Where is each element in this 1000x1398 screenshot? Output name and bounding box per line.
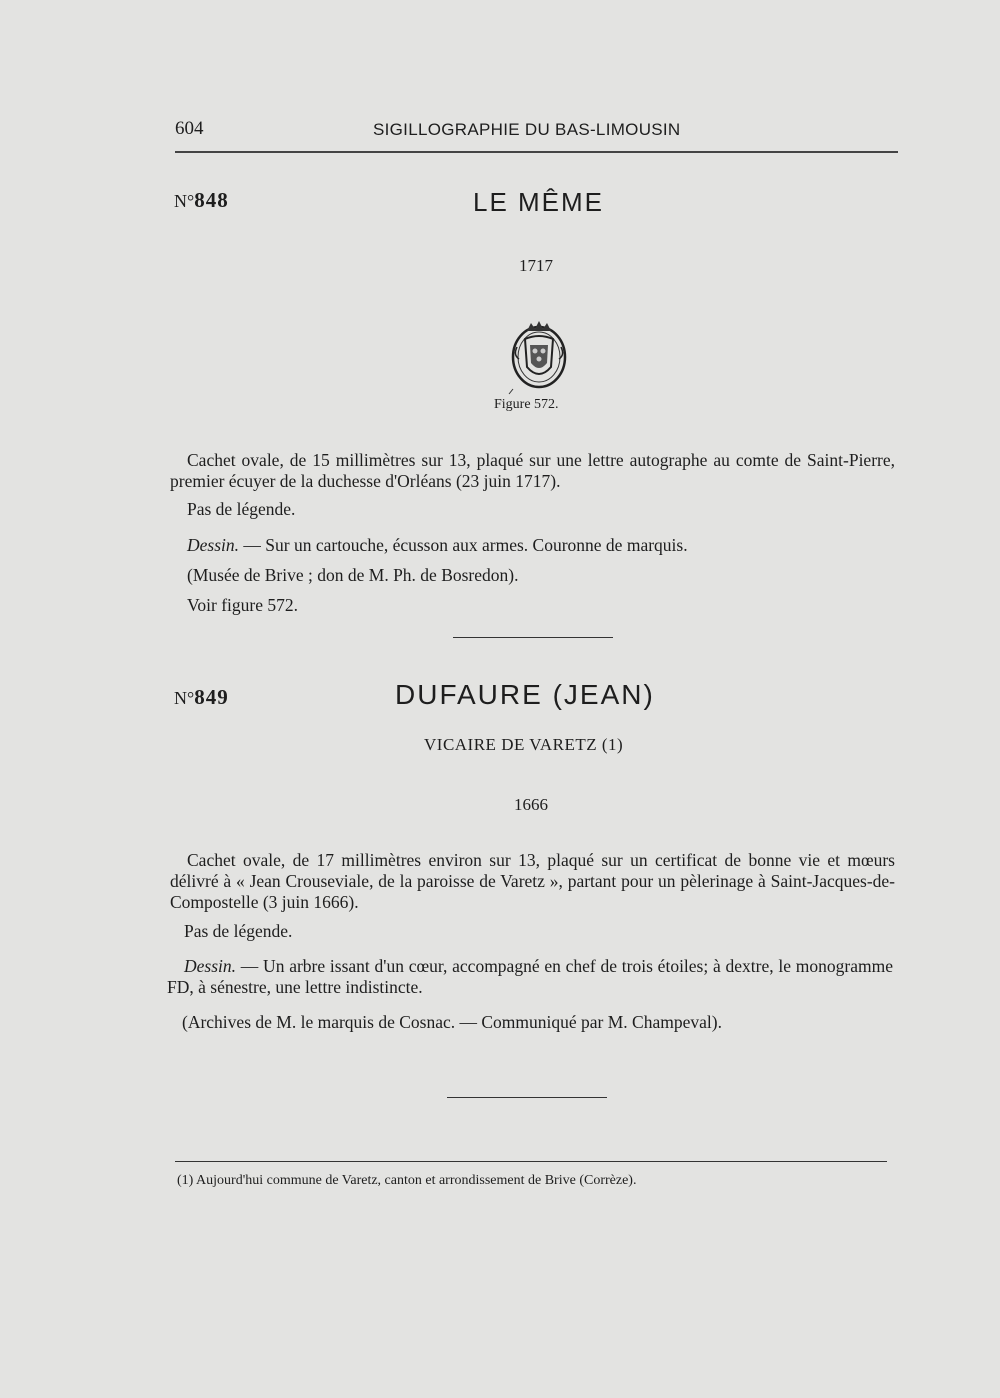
dessin-label: Dessin. (187, 535, 240, 555)
entry-number-prefix: N° (174, 191, 195, 211)
entry-number-848 (174, 188, 229, 213)
dessin-text: — Sur un cartouche, écusson aux armes. Couronne de marquis. (239, 535, 688, 555)
entry-legend-848: Pas de légende. (187, 499, 296, 519)
entry-legend-849: Pas de légende. (184, 921, 293, 941)
entry-see-figure-848: Voir figure 572. (187, 595, 298, 615)
entry-number-value: 848 (194, 188, 229, 212)
running-head (175, 118, 897, 148)
entry-source-849: (Archives de M. le marquis de Cosnac. — Communiqué par M. Champeval). (182, 1012, 722, 1032)
entry-title-849: DUFAURE (JEAN) (395, 679, 655, 710)
entry-description-849: Cachet ovale, de 17 millimètres environ sur 13, plaqué sur un certificat de bonne vie et mœurs délivré à « Jean Crouseviale, de la paroisse de Varetz », partant pour un pèlerinage à Saint-Jacques-de-Compostelle (3 juin 1666). (170, 850, 895, 912)
entry-description-848: Cachet ovale, de 15 millimètres sur 13, plaqué sur une lettre autographe au comte de Saint-Pierre, premier écuyer de la duchesse d'Orléans (23 juin 1717). (170, 450, 895, 491)
entry-subtitle-849: VICAIRE DE VARETZ (1) (424, 735, 624, 754)
figure-caption: Figure 572. (494, 397, 559, 412)
page-number: 604 (175, 118, 204, 139)
entry-number-value: 849 (194, 685, 229, 709)
section-separator (447, 1097, 607, 1098)
footnote-rule (175, 1161, 887, 1162)
dessin-text: — Un arbre issant d'un cœur, accompagné en chef de trois étoiles; à dextre, le monogramme FD, à sénestre, une lettre indistincte. (167, 956, 893, 997)
entry-date-848: 1717 (519, 256, 553, 275)
entry-number-849 (174, 685, 229, 710)
running-title: SIGILLOGRAPHIE DU BAS-LIMOUSIN (373, 120, 681, 139)
entry-date-849: 1666 (514, 795, 548, 814)
dessin-label: Dessin. (184, 956, 237, 976)
footnote: (1) Aujourd'hui commune de Varetz, canton et arrondissement de Brive (Corrèze). (177, 1173, 637, 1188)
entry-number-prefix: N° (174, 688, 195, 708)
section-separator (453, 637, 613, 638)
header-rule (175, 151, 898, 153)
entry-dessin-848 (187, 535, 688, 556)
seal-figure-image (505, 315, 573, 395)
entry-source-848: (Musée de Brive ; don de M. Ph. de Bosredon). (187, 565, 519, 585)
entry-title-848: LE MÊME (473, 187, 605, 217)
entry-dessin-849 (167, 956, 893, 998)
